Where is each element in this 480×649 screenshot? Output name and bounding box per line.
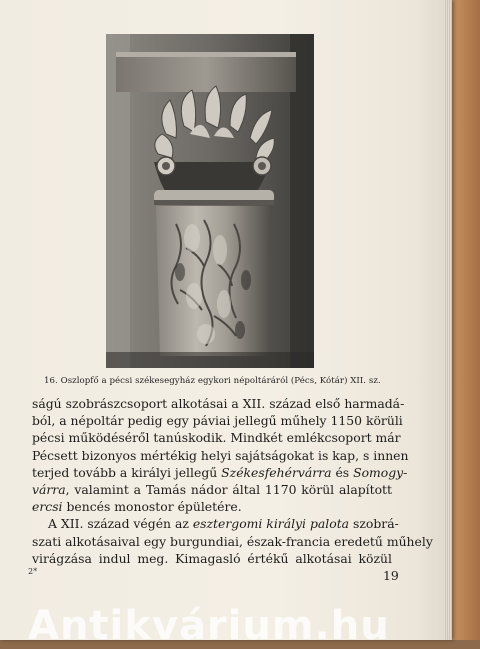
column-capital-photo [106, 34, 314, 368]
body-line [32, 481, 392, 498]
body-line [32, 464, 408, 481]
body-line: pécsi működéséről tanúskodik. Mindkét emlékcsoport már [32, 430, 401, 446]
body-text-run: és [331, 464, 354, 480]
body-line: szati alkotásaival egy burgundiai, észak-francia eredetű műhely [32, 533, 433, 549]
body-line: ságú szobrászcsoport alkotásai a XII. század első harmadá- [32, 396, 405, 411]
page-number: 19 [383, 568, 399, 583]
body-line: virágzása indul meg. Kimagasló értékű alkotásai közül [32, 550, 392, 566]
body-line: ból, a népoltár pedig egy páviai jellegű műhely 1150 körüli [32, 413, 403, 429]
body-text-run: bencés monostor épületére. [62, 499, 242, 515]
body-text-run: A XII. század végén az [48, 516, 193, 532]
signature-mark: 2* [28, 567, 38, 576]
body-italic-placename: várra [32, 482, 66, 498]
body-text [32, 395, 433, 567]
column-capital-photo-image [106, 34, 314, 368]
body-italic-placename: ercsi [32, 499, 63, 515]
body-text-run: szobrá- [349, 516, 399, 532]
body-italic-placename: Székesfehérvárra [221, 464, 332, 480]
body-italic-placename: esztergomi királyi palota [192, 516, 350, 532]
body-line [32, 498, 392, 515]
figure-caption: 16. Oszlopfő a pécsi székesegyház egykori népoltáráról (Pécs, Kótár) XII. sz. [44, 376, 381, 386]
body-text-run: , valamint a Tamás nádor által 1170 körül alapított [65, 482, 392, 498]
body-italic-placename: Somogy- [353, 464, 408, 480]
page-edge [444, 0, 452, 640]
watermark: Antikvárium.hu [28, 603, 390, 649]
body-line: Pécsett bizonyos mértékig helyi sajátságokat is kap, s innen [32, 447, 409, 463]
body-text-run: terjed tovább a királyi jellegű [32, 464, 222, 480]
body-line [32, 515, 399, 532]
